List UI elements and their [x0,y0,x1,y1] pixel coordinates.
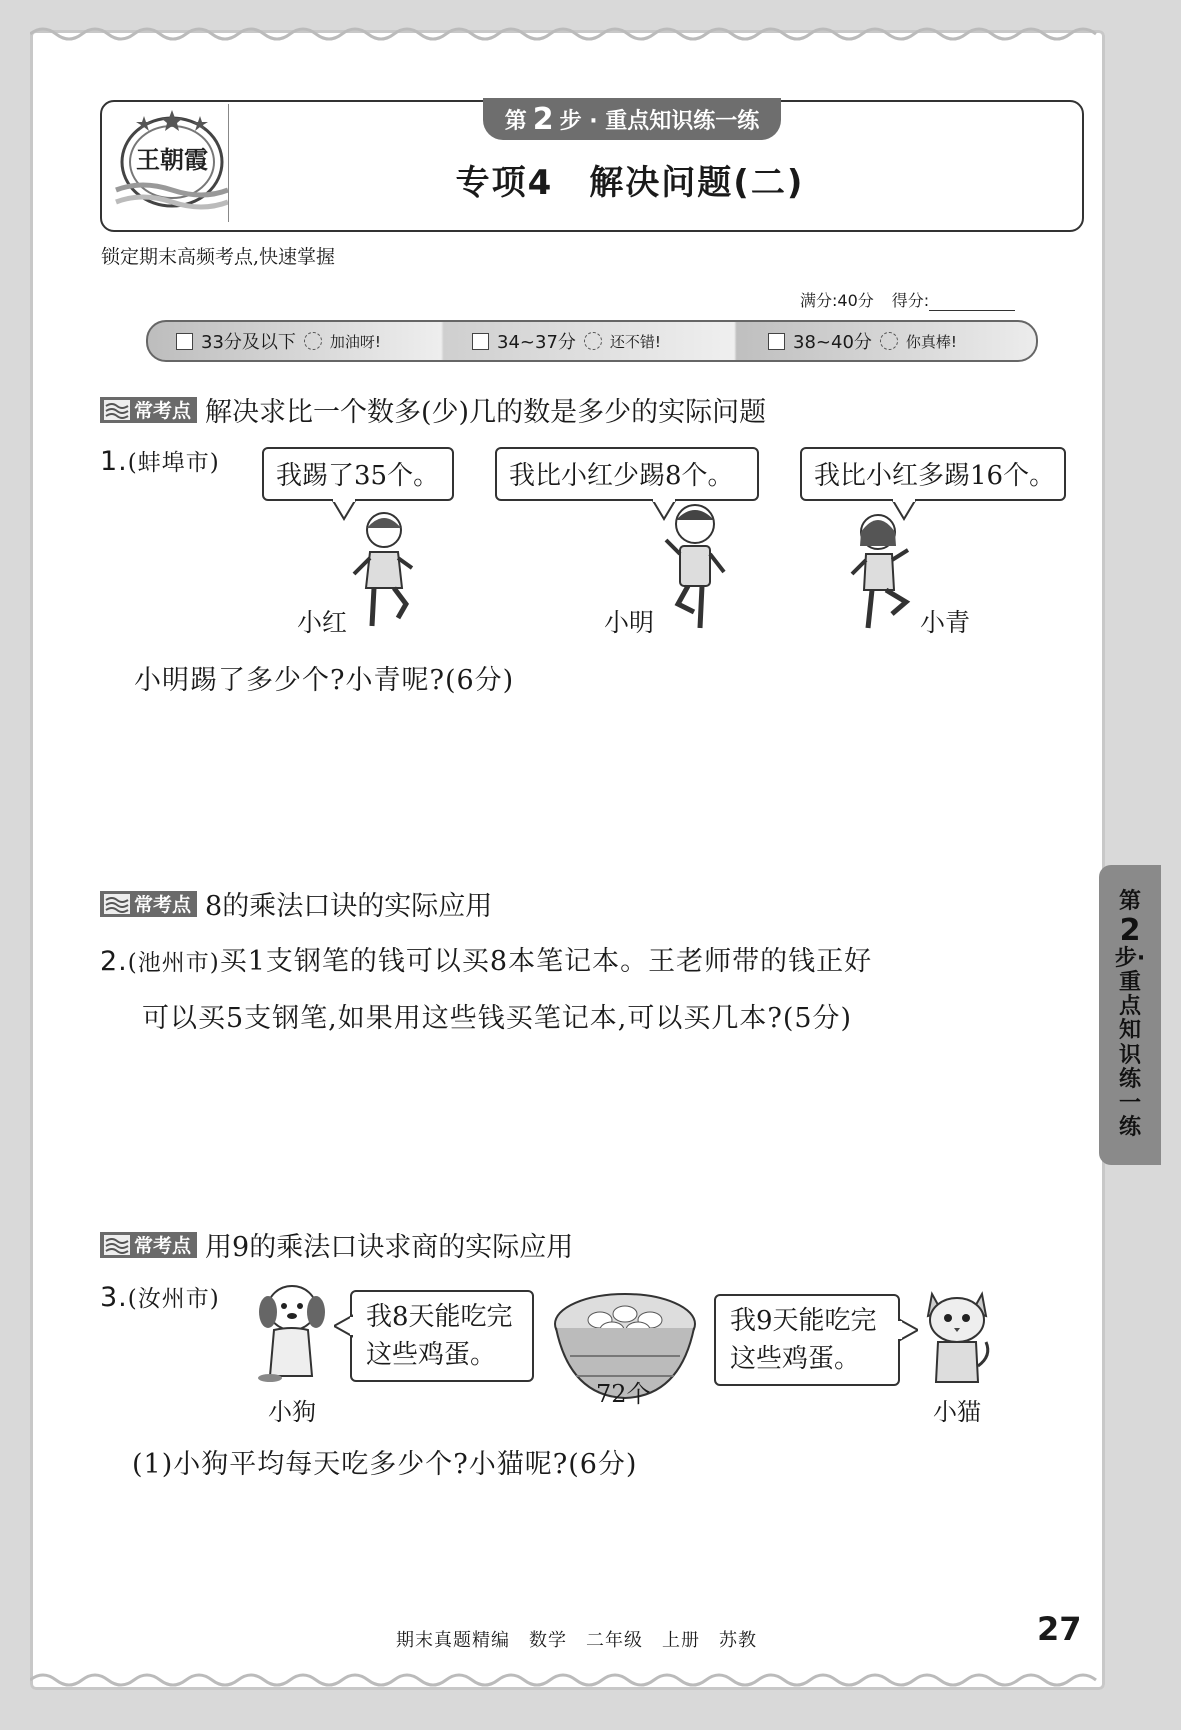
section-title-text: 8的乘法口诀的实际应用 [205,891,493,922]
step-prefix: 第 [504,108,527,134]
rating-checkbox[interactable] [472,333,489,350]
rating-checkbox[interactable] [768,333,785,350]
tagline: 锁定期末高频考点,快速掌握 [101,246,336,268]
question-1-header [100,444,220,477]
wavy-border-bottom [30,1670,1105,1690]
name-label-dog: 小狗 [268,1398,316,1426]
rating-item [148,328,444,354]
badge-label: 常考点 [134,894,192,916]
question-source: (池州市) [127,950,220,976]
rating-checkbox[interactable] [176,333,193,350]
question-number: 1. [100,446,128,477]
section-title-2 [100,884,492,923]
side-tab-char: 一 [1118,1090,1141,1116]
logo-divider [228,104,229,222]
side-tab-char: 点 [1118,994,1141,1020]
side-tab-char: 步· [1114,945,1146,971]
publisher-logo [112,106,232,218]
question-3-sub-1: (1)小狗平均每天吃多少个?小猫呢?(6分) [132,1449,638,1480]
key-point-badge [100,397,197,423]
got-score-label: 得分: [891,291,930,310]
page-sheet [30,30,1105,1690]
question-3-header [100,1280,220,1313]
name-label-xiaoming: 小明 [604,608,655,637]
side-tab-char: 2 [1119,912,1141,948]
bubble-tail [898,1318,918,1344]
speech-bubble-dog [350,1290,534,1382]
wave-lines-icon [104,894,130,914]
side-tab-step-2 [1099,865,1161,1165]
smiley-icon [304,332,322,350]
footer-book-info: 期末真题精编 数学 二年级 上册 苏教 [396,1630,757,1651]
basket-label: 72个 [596,1380,651,1408]
speech-bubble-xiaohong: 我踢了35个。 [262,447,454,501]
question-source: (蚌埠市) [127,450,220,476]
got-score [892,288,1015,311]
rating-message: 加油呀! [329,332,381,351]
question-text: 买1支钢笔的钱可以买8本笔记本。王老师带的钱正好 [219,946,873,977]
side-tab-char: 知 [1118,1018,1141,1044]
speech-bubble-cat [714,1294,900,1386]
section-title-text: 解决求比一个数多(少)几的数是多少的实际问题 [205,397,767,428]
key-point-badge [100,891,197,917]
name-label-cat: 小猫 [933,1398,981,1426]
question-2-line-2: 可以买5支钢笔,如果用这些钱买笔记本,可以买几本?(5分) [142,1003,853,1034]
wavy-border-top [30,24,1105,44]
speech-bubble-xiaoming: 我比小红少踢8个。 [495,447,759,501]
step-suffix: 步 · 重点知识练一练 [559,108,760,134]
rating-item [740,328,1036,354]
question-number: 3. [100,1282,128,1313]
question-1-text: 小明踢了多少个?小青呢?(6分) [134,665,515,696]
rating-range: 34~37分 [497,332,576,353]
dog-bubble-line-1: 我8天能吃完 [366,1302,513,1332]
cat-bubble-line-2: 这些鸡蛋。 [730,1344,861,1374]
rating-item [444,328,740,354]
bubble-tail [334,1314,354,1340]
section-title-3 [100,1225,573,1264]
section-title-1 [100,390,766,429]
side-tab-char: 练 [1118,1066,1141,1092]
rating-message: 还不错! [609,332,661,351]
rating-message: 你真棒! [905,332,957,351]
girl-xiaohong-illustration [348,508,418,636]
smiley-icon [584,332,602,350]
speech-bubble-xiaoqing: 我比小红多踢16个。 [800,447,1066,501]
score-line [800,288,1015,311]
side-tab-char: 重 [1118,970,1141,996]
question-source: (汝州市) [127,1286,220,1312]
boy-xiaoming-illustration [660,500,730,636]
question-number: 2. [100,946,128,977]
page-title: 专项4 解决问题(二) [455,163,805,203]
step-number: 2 [532,101,554,137]
side-tab-char: 识 [1118,1042,1141,1068]
wave-lines-icon [104,1235,130,1255]
badge-label: 常考点 [134,400,192,422]
step-pill [483,98,781,140]
question-2-line-1 [100,939,872,978]
section-title-text: 用9的乘法口诀求商的实际应用 [205,1232,574,1263]
wave-lines-icon [104,400,130,420]
rating-range: 33分及以下 [201,332,296,353]
score-blank[interactable] [929,294,1015,311]
full-score-label: 满分:40分 [800,291,874,310]
page-number: 27 [1037,1610,1082,1648]
svg-text:王朝霞: 王朝霞 [136,145,208,174]
key-point-badge [100,1232,197,1258]
cat-bubble-line-1: 我9天能吃完 [730,1306,877,1336]
badge-label: 常考点 [134,1235,192,1257]
cat-illustration [920,1286,994,1388]
dog-illustration [252,1278,332,1384]
smiley-icon [880,332,898,350]
side-tab-char: 第 [1118,888,1141,914]
rating-range: 38~40分 [793,332,872,353]
rating-bar [146,320,1038,362]
name-label-xiaohong: 小红 [297,608,348,637]
dog-bubble-line-2: 这些鸡蛋。 [366,1340,497,1370]
name-label-xiaoqing: 小青 [920,608,971,637]
side-tab-char: 练 [1118,1115,1141,1141]
girl-xiaoqing-illustration [846,510,916,636]
